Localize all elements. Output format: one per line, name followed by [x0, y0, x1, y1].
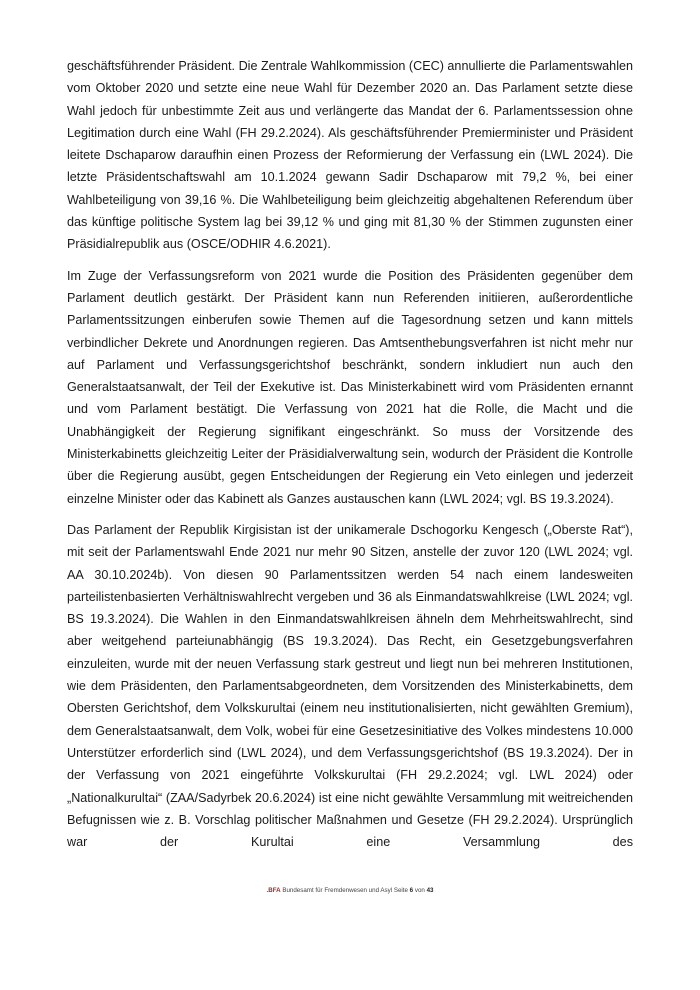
bfa-logo-text: .BFA	[266, 887, 281, 894]
footer-org-name: Bundesamt für Fremdenwesen und Asyl	[282, 887, 393, 894]
paragraph-presidential-election: geschäftsführender Präsident. Die Zentrale Wahlkommission (CEC) annullierte die Parlamentswahlen vom Oktober 2020 und setzte eine neue Wahl für Dezember 2020 an. Das Parlament setzte diese Wahl jedoch für unbestimmte Zeit aus und verlängerte das Mandat der 6. Parlamentssession ohne Legitimation durch eine Wahl (FH 29.2.2024). Als geschäftsführender Premierminister und Präsident leitete Dschaparow daraufhin einen Prozess der Reformierung der Verfassung ein (LWL 2024). Die letzte Präsidentschaftswahl am 10.1.2024 gewann Sadir Dschaparow mit 79,2 %, bei einer Wahlbeteiligung von 39,16 %. Die Wahlbeteiligung beim gleichzeitig abgehaltenen Referendum über das künftige politische System lag bei 39,12 % und ging mit 81,30 % der Stimmen zugunsten einer Präsidialrepublik aus (OSCE/ODHIR 4.6.2021).	[67, 59, 633, 252]
footer-page-current: 6	[409, 887, 414, 894]
page-footer	[0, 887, 700, 894]
footer-page-sep: von	[414, 887, 425, 894]
document-body	[67, 55, 633, 862]
paragraph-constitutional-reform: Im Zuge der Verfassungsreform von 2021 wurde die Position des Präsidenten gegenüber dem Parlament deutlich gestärkt. Der Präsident kann nun Referenden initiieren, außerordentliche Parlamentssitzungen einberufen sowie Themen auf die Tagesordnung setzen und kann mittels verbindlicher Dekrete und Anordnungen regieren. Das Amtsenthebungsverfahren ist nicht mehr nur auf Parlament und Verfassungsgerichtshof beschränkt, sondern inkludiert nun auch den Generalstaatsanwalt, der Teil der Exekutive ist. Das Ministerkabinett wird vom Präsidenten ernannt und vom Parlament bestätigt. Die Verfassung von 2021 hat die Rolle, die Macht und die Unabhängigkeit der Regierung signifikant eingeschränkt. So muss der Vorsitzende des Ministerkabinetts gleichzeitig Leiter der Präsidialverwaltung sein, wodurch der Präsident die Kontrolle über die Regierung ausübt, gegen Entscheidungen der Regierung ein Veto einlegen und jederzeit einzelne Minister oder das Kabinett als Ganzes austauschen kann (LWL 2024; vgl. BS 19.3.2024).	[67, 268, 633, 506]
paragraph-parliament: Das Parlament der Republik Kirgisistan ist der unikamerale Dschogorku Kengesch („Oberste Rat“), mit seit der Parlamentswahl Ende 2021 nur mehr 90 Sitzen, anstelle der zuvor 120 (LWL 2024; vgl. AA 30.10.2024b). Von diesen 90 Parlamentssitzen werden 54 nach einem landesweiten parteilistenbasierten Verhältniswahlrecht vergeben und 36 als Einmandatswahlkreise (LWL 2024; vgl. BS 19.3.2024). Die Wahlen in den Einmandatswahlkreisen ähneln dem Mehrheitswahlrecht, sind aber weitgehend parteiunabhängig (BS 19.3.2024). Das Recht, ein Gesetzgebungsverfahren einzuleiten, wurde mit der neuen Verfassung stark gestreut und liegt nun bei mehreren Institutionen, wie dem Präsidenten, den Parlamentsabgeordneten, dem Vorsitzenden des Ministerkabinetts, dem Obersten Gerichtshof, dem Volkskurultai (einem neu institutionalisierten, nicht gewählten Gremium), dem Generalstaatsanwalt, dem Volk, wobei für eine Gesetzesinitiative des Volkes mindestens 10.000 Unterstützer erforderlich sind (LWL 2024), und dem Verfassungsgerichtshof (BS 19.3.2024). Der in der Verfassung von 2021 eingeführte Volkskurultai (FH 29.2.2024; vgl. LWL 2024) oder „Nationalkurultai“ (ZAA/Sadyrbek 20.6.2024) ist eine nicht gewählte Versammlung mit weitreichenden Befugnissen wie z. B. Vorschlag politischer Maßnahmen und Gesetze (FH 29.2.2024). Ursprünglich war der Kurultai eine Versammlung des	[67, 522, 633, 850]
footer-page-label: Seite	[393, 887, 408, 894]
footer-page-total: 43	[426, 887, 434, 894]
